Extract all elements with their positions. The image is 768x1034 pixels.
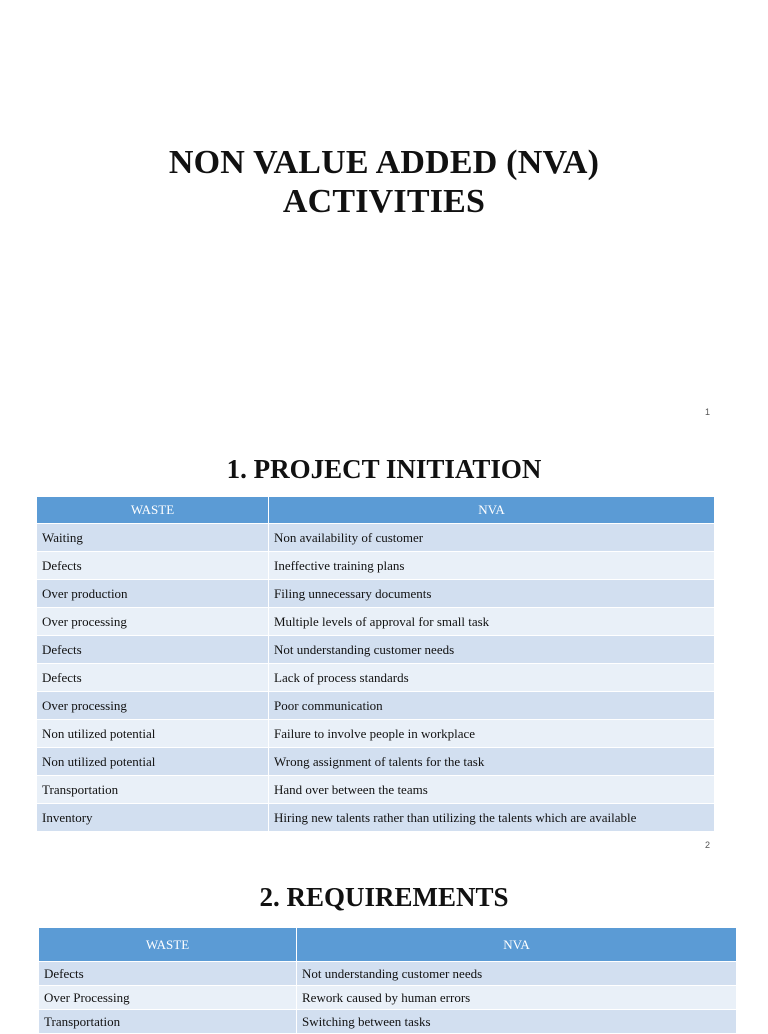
waste-cell: Defects — [37, 552, 269, 580]
table-row — [37, 552, 715, 580]
slide-1 — [0, 0, 768, 432]
column-header-waste: WASTE — [39, 928, 297, 962]
waste-cell: Over processing — [37, 692, 269, 720]
table-row — [39, 962, 737, 986]
table-row — [37, 748, 715, 776]
waste-cell: Over processing — [37, 608, 269, 636]
table-header-row — [39, 928, 737, 962]
nva-cell: Non availability of customer — [269, 524, 715, 552]
table-row — [37, 664, 715, 692]
waste-cell: Waiting — [37, 524, 269, 552]
waste-nva-table — [36, 496, 715, 832]
waste-cell: Defects — [37, 664, 269, 692]
title-line-1: NON VALUE ADDED (NVA) — [168, 144, 600, 181]
nva-cell: Hand over between the teams — [269, 776, 715, 804]
column-header-nva: NVA — [297, 928, 737, 962]
title-line-2: ACTIVITIES — [282, 183, 486, 220]
page-number: 1 — [704, 407, 710, 417]
waste-cell: Over Processing — [39, 986, 297, 1010]
nva-cell: Filing unnecessary documents — [269, 580, 715, 608]
waste-cell: Non utilized potential — [37, 748, 269, 776]
section-title: 2. REQUIREMENTS — [259, 882, 509, 912]
slide-title — [0, 143, 768, 221]
waste-cell: Inventory — [37, 804, 269, 832]
table-row — [39, 1010, 737, 1034]
nva-cell: Hiring new talents rather than utilizing the talents which are available — [269, 804, 715, 832]
table-row — [37, 720, 715, 748]
table-row — [37, 636, 715, 664]
waste-cell: Transportation — [37, 776, 269, 804]
table-row — [37, 524, 715, 552]
nva-cell: Switching between tasks — [297, 1010, 737, 1034]
table-row — [37, 580, 715, 608]
nva-cell: Not understanding customer needs — [269, 636, 715, 664]
nva-cell: Not understanding customer needs — [297, 962, 737, 986]
waste-cell: Transportation — [39, 1010, 297, 1034]
nva-cell: Wrong assignment of talents for the task — [269, 748, 715, 776]
table-header-row — [37, 497, 715, 524]
nva-cell: Lack of process standards — [269, 664, 715, 692]
table-row — [39, 986, 737, 1010]
table-row — [37, 776, 715, 804]
column-header-waste: WASTE — [37, 497, 269, 524]
waste-cell: Over production — [37, 580, 269, 608]
waste-nva-table — [38, 927, 737, 1034]
nva-cell: Failure to involve people in workplace — [269, 720, 715, 748]
page-number: 2 — [704, 840, 710, 850]
table-row — [37, 608, 715, 636]
column-header-nva: NVA — [269, 497, 715, 524]
nva-cell: Rework caused by human errors — [297, 986, 737, 1010]
nva-cell: Poor communication — [269, 692, 715, 720]
section-title: 1. PROJECT INITIATION — [226, 454, 542, 484]
slide-2 — [0, 432, 768, 864]
waste-cell: Non utilized potential — [37, 720, 269, 748]
nva-cell: Multiple levels of approval for small task — [269, 608, 715, 636]
waste-cell: Defects — [37, 636, 269, 664]
slide-3 — [0, 864, 768, 1029]
waste-cell: Defects — [39, 962, 297, 986]
table-row — [37, 804, 715, 832]
table-row — [37, 692, 715, 720]
nva-cell: Ineffective training plans — [269, 552, 715, 580]
